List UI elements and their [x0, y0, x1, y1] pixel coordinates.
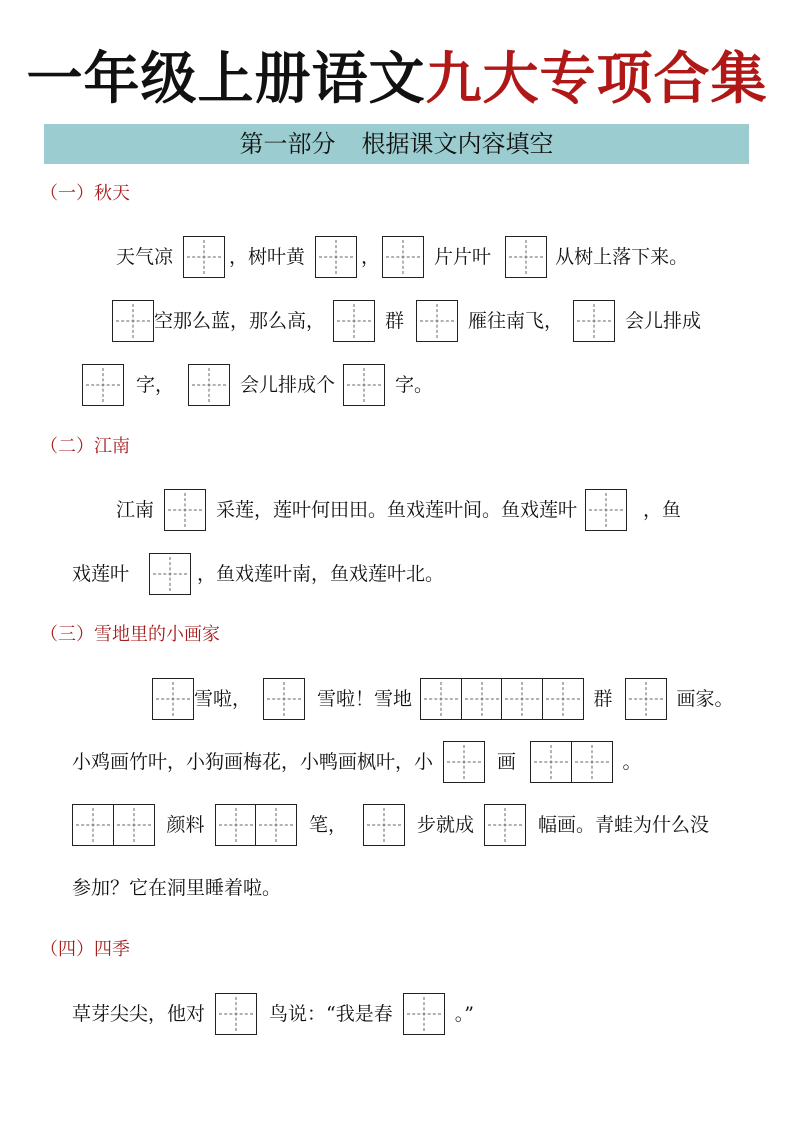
page-title	[0, 44, 794, 116]
s2-line-1	[116, 488, 681, 532]
text: 。”	[454, 1003, 474, 1025]
answer-box[interactable]	[625, 678, 667, 720]
answer-box[interactable]	[505, 236, 547, 278]
text: 颜料	[166, 814, 205, 836]
answer-box[interactable]	[263, 678, 305, 720]
text: 笔，	[309, 814, 348, 836]
text: 采莲，莲叶何田田。鱼戏莲叶间。鱼戏莲叶	[216, 499, 578, 521]
answer-box[interactable]	[420, 678, 462, 720]
text: 鸟说：“我是春	[269, 1003, 393, 1025]
answer-box[interactable]	[72, 804, 114, 846]
text: 参加？它在洞里睡着啦。	[72, 877, 282, 899]
answer-box[interactable]	[416, 300, 458, 342]
answer-box[interactable]	[443, 741, 485, 783]
s3-line-1	[152, 677, 734, 721]
text: 雪啦！雪地	[317, 688, 413, 710]
text: 字。	[395, 374, 434, 396]
section-heading-3: （三）雪地里的小画家	[40, 624, 220, 645]
text: 幅画。青蛙为什么没	[538, 814, 710, 836]
text: 戏莲叶	[72, 563, 130, 585]
text: 。	[622, 751, 642, 773]
answer-box[interactable]	[188, 364, 230, 406]
text: 小鸡画竹叶，小狗画梅花，小鸭画枫叶，小	[72, 751, 434, 773]
text: 雪啦，	[194, 688, 252, 710]
answer-box[interactable]	[333, 300, 375, 342]
banner-part: 第一部分	[239, 130, 336, 158]
section-heading-4: （四）四季	[40, 939, 130, 960]
section-banner	[44, 124, 749, 164]
answer-box[interactable]	[183, 236, 225, 278]
text: 会儿排成	[625, 310, 702, 332]
text: 从树上落下来。	[555, 246, 689, 268]
answer-box[interactable]	[215, 993, 257, 1035]
answer-box[interactable]	[164, 489, 206, 531]
s3-line-4	[72, 866, 281, 910]
s1-line-1	[116, 235, 688, 279]
answer-box[interactable]	[215, 804, 257, 846]
text: ，鱼	[643, 499, 682, 521]
answer-box[interactable]	[149, 553, 191, 595]
section-heading-2: （二）江南	[40, 436, 130, 457]
answer-box[interactable]	[501, 678, 543, 720]
answer-box[interactable]	[152, 678, 194, 720]
s1-line-2	[112, 299, 701, 343]
answer-box[interactable]	[403, 993, 445, 1035]
text: 空那么蓝，那么高，	[154, 310, 326, 332]
text: ，	[361, 246, 381, 268]
answer-box[interactable]	[461, 678, 503, 720]
s4-line-1	[72, 992, 474, 1036]
answer-box[interactable]	[363, 804, 405, 846]
title-part-2: 九大专项合集	[425, 47, 768, 112]
s1-line-3	[82, 363, 433, 407]
text: 雁往南飞，	[468, 310, 564, 332]
answer-box[interactable]	[530, 741, 572, 783]
text: 草芽尖尖，他对	[72, 1003, 206, 1025]
answer-box[interactable]	[382, 236, 424, 278]
text: ，鱼戏莲叶南，鱼戏莲叶北。	[197, 563, 445, 585]
answer-box[interactable]	[573, 300, 615, 342]
text: 画家。	[676, 688, 734, 710]
answer-box[interactable]	[113, 804, 155, 846]
text: 江南	[116, 499, 155, 521]
text: 群	[385, 310, 405, 332]
answer-box[interactable]	[343, 364, 385, 406]
text: 天气凉	[116, 246, 174, 268]
banner-topic: 根据课文内容填空	[361, 130, 554, 158]
answer-box[interactable]	[315, 236, 357, 278]
answer-box[interactable]	[585, 489, 627, 531]
s3-line-2	[72, 740, 642, 784]
answer-box[interactable]	[542, 678, 584, 720]
text: 片片叶	[434, 246, 492, 268]
answer-box[interactable]	[82, 364, 124, 406]
answer-box[interactable]	[571, 741, 613, 783]
section-heading-1: （一）秋天	[40, 183, 130, 204]
text: ，树叶黄	[229, 246, 306, 268]
title-part-1: 一年级上册语文	[26, 47, 426, 112]
text: 字，	[136, 374, 175, 396]
s2-line-2	[72, 552, 444, 596]
text: 群	[593, 688, 613, 710]
text: 画	[497, 751, 517, 773]
answer-box[interactable]	[112, 300, 154, 342]
text: 会儿排成个	[240, 374, 336, 396]
answer-box[interactable]	[255, 804, 297, 846]
text: 步就成	[417, 814, 475, 836]
answer-box[interactable]	[484, 804, 526, 846]
s3-line-3	[72, 803, 709, 847]
